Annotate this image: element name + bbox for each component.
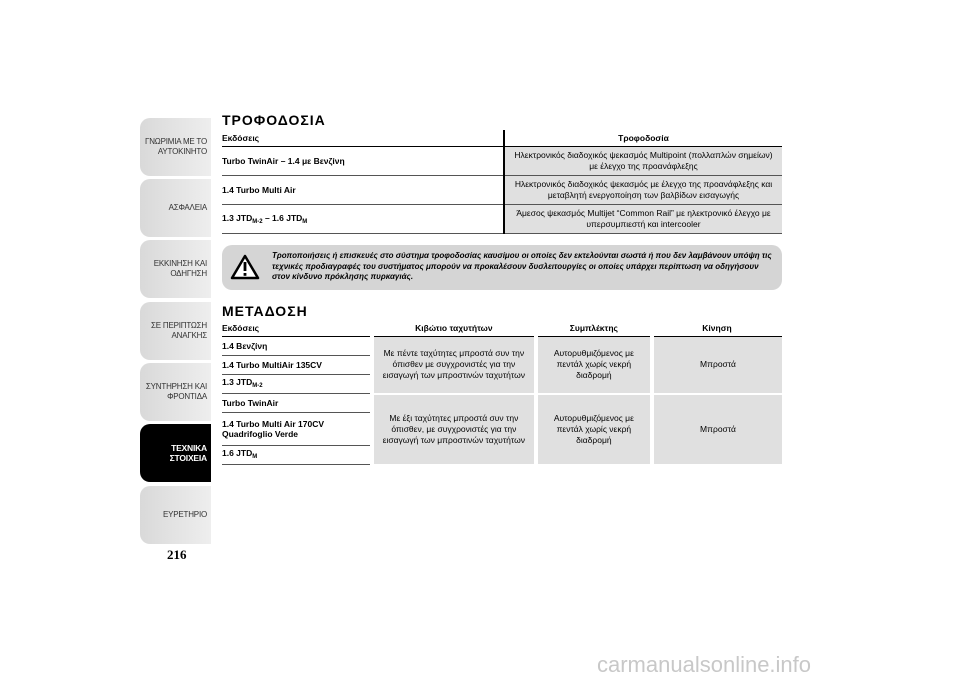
supply-cell: Ηλεκτρονικός διαδοχικός ψεκασμός με έλεγχο της προανάφλεξης και μεταβλητή ενεργοποίηση των βαλβίδων εισαγωγής <box>504 175 782 204</box>
drive-cell: Μπροστά <box>652 394 782 465</box>
column-header-supply: Τροφοδοσία <box>504 130 782 146</box>
transmission-section-title: ΜΕΤΑΔΟΣΗ <box>222 302 308 319</box>
tab-label: ΕΚΚΙΝΗΣΗ ΚΑΙ ΟΔΗΓΗΣΗ <box>153 259 207 278</box>
version-cell: 1.4 Turbo Multi Air 170CV Quadrifoglio Verde <box>222 413 372 446</box>
table-row <box>222 337 782 356</box>
tab-maintenance[interactable] <box>140 363 211 421</box>
tab-starting-driving[interactable] <box>140 240 211 298</box>
clutch-cell: Αυτορυθμιζόμενος με πεντάλ χωρίς νεκρή διαδρομή <box>536 337 652 394</box>
table-row <box>222 394 782 413</box>
version-cell: Turbo TwinAir <box>222 394 372 413</box>
warning-triangle-icon <box>230 254 260 280</box>
column-header-clutch: Συμπλέκτης <box>569 323 618 334</box>
table-row <box>222 204 782 233</box>
main-content <box>222 112 782 466</box>
version-subscript: M <box>302 218 308 225</box>
clutch-cell: Αυτορυθμιζόμενος με πεντάλ χωρίς νεκρή διαδρομή <box>536 394 652 465</box>
tab-label: ΑΣΦΑΛΕΙΑ <box>168 203 207 212</box>
table-row <box>222 175 782 204</box>
transmission-table-header <box>222 321 782 337</box>
tab-label: ΓΝΩΡΙΜΙΑ ΜΕ ΤΟ ΑΥΤΟΚΙΝΗΤΟ <box>145 137 207 156</box>
version-text: – 1.6 JTD <box>262 212 303 223</box>
tab-technical-data[interactable] <box>140 424 211 482</box>
version-subscript: M-2 <box>252 383 263 389</box>
column-header-drive: Κίνηση <box>702 323 732 334</box>
tab-emergency[interactable] <box>140 302 211 360</box>
version-cell: 1.4 Turbo Multi Air <box>222 184 296 195</box>
gearbox-cell: Με έξι ταχύτητες μπροστά συν την όπισθεν, με συγχρονιστές για την εισαγωγή των μπροστινών ταχυτήτων <box>372 394 536 465</box>
column-header-versions: Εκδόσεις <box>222 323 260 334</box>
transmission-table <box>222 321 782 466</box>
version-cell: Turbo TwinAir – 1.4 με Βενζίνη <box>222 155 345 166</box>
version-text: 1.6 JTD <box>222 448 253 458</box>
version-subscript: M-2 <box>252 218 263 225</box>
version-cell: 1.4 Turbo MultiAir 135CV <box>222 356 372 375</box>
page-number: 216 <box>167 547 187 562</box>
tab-label: ΣΥΝΤΗΡΗΣΗ ΚΑΙ ΦΡΟΝΤΙΔΑ <box>145 382 207 401</box>
tab-label: ΕΥΡΕΤΗΡΙΟ <box>163 510 207 519</box>
version-cell <box>222 446 372 465</box>
supply-cell: Ηλεκτρονικός διαδοχικός ψεκασμός Multipoint (πολλαπλών σημείων) με έλεγχο της προανάφλεξης <box>504 146 782 175</box>
version-text: 1.3 JTD <box>222 212 253 223</box>
column-header-gearbox: Κιβώτιο ταχυτήτων <box>415 323 493 334</box>
fuel-table-header <box>222 130 782 146</box>
tab-index[interactable] <box>140 486 211 544</box>
gearbox-cell: Με πέντε ταχύτητες μπροστά συν την όπισθεν με συγχρονιστές για την εισαγωγή των μπροστινών ταχυτήτων <box>372 337 536 394</box>
fuel-section-title: ΤΡΟΦΟΔΟΣΙΑ <box>222 112 326 128</box>
version-cell: 1.4 Βενζίνη <box>222 337 372 356</box>
watermark: carmanualsonline.info <box>597 652 812 677</box>
fuel-table <box>222 130 782 234</box>
version-text: 1.3 JTD <box>222 377 253 387</box>
version-subscript: M <box>252 454 258 460</box>
tab-safety[interactable] <box>140 179 211 237</box>
tab-label: ΤΕΧΝΙΚΑ ΣΤΟΙΧΕΙΑ <box>169 443 207 463</box>
warning-text: Τροποποιήσεις ή επισκευές στο σύστημα τροφοδοσίας καυσίμου οι οποίες δεν εκτελούνται σωστά ή που δεν λαμβάνουν υπόψη τις τεχνικές προδιαγραφές του συστήματος μπορούν να προκαλέσουν δυσλειτουργίες οι οποίες υπάρχει περίπτωση να οδηγήσουν στον κίνδυνο πρόκλησης πυρκαγιάς. <box>272 251 772 282</box>
drive-cell: Μπροστά <box>652 337 782 394</box>
tab-getting-to-know[interactable] <box>140 118 211 176</box>
table-row <box>222 146 782 175</box>
version-cell <box>222 204 504 233</box>
tab-label: ΣΕ ΠΕΡΙΠΤΩΣΗ ΑΝΑΓΚΗΣ <box>151 321 207 340</box>
fire-warning-box <box>222 245 782 290</box>
supply-cell: Άμεσος ψεκασμός Multijet “Common Rail” με ηλεκτρονικό έλεγχο με υπερσυμπιεστή και intercooler <box>504 204 782 233</box>
column-header-versions: Εκδόσεις <box>222 132 260 143</box>
version-cell <box>222 375 372 394</box>
